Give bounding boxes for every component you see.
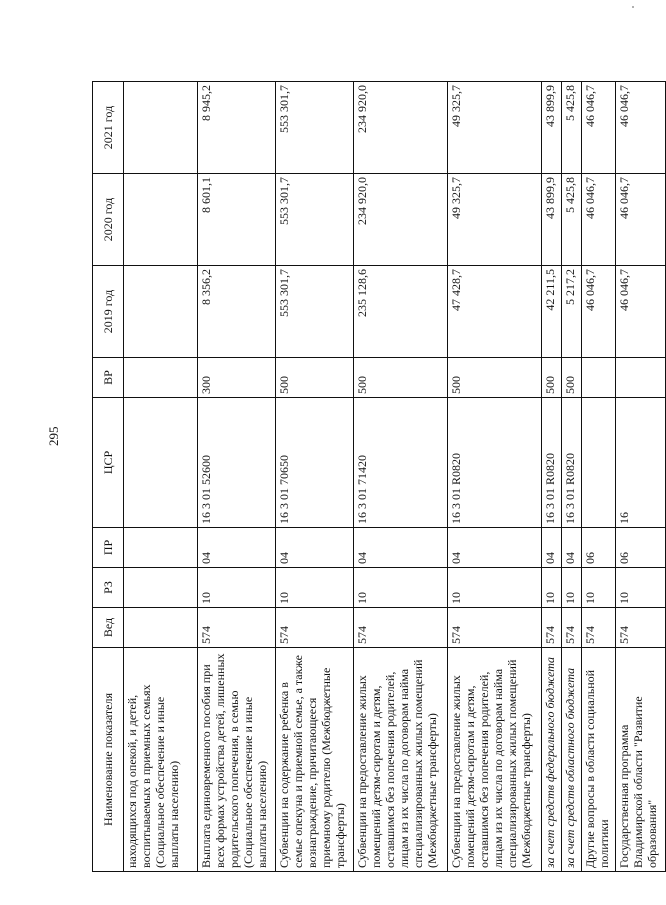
cell-name: Субвенции на предоставление жилых помещений детям-сиротам и детям, оставшимся без попечения родителей, лицам из их числа по договорам найма специализированных жилых помещений (Межбюджетные трансферты) (354, 648, 448, 872)
cell-vr: 500 (276, 358, 354, 398)
cell-name: Государственная программа Владимирской области "Развитие образования" (616, 648, 666, 872)
cell-name: Выплата единовременного пособия при всех формах устройства детей, лишенных родительского попечения, в семью (Социальное обеспечение и иные выплаты населению) (198, 648, 276, 872)
cell-rz: 10 (542, 568, 562, 608)
cell-vr (616, 358, 666, 398)
cell-name: за счет средств федерального бюджета (542, 648, 562, 872)
header-2019: 2019 год (93, 266, 124, 358)
cell-name: находящихся под опекой, и детей, воспитываемых в приемных семьях (Социальное обеспечение и иные выплаты населению) (124, 648, 198, 872)
cell-y2021: 43 899,9 (542, 82, 562, 174)
cell-pr: 06 (582, 528, 616, 568)
cell-name: Другие вопросы в области социальной политики (582, 648, 616, 872)
budget-table (92, 81, 666, 872)
cell-y2021: 8 945,2 (198, 82, 276, 174)
cell-csr: 16 (616, 398, 666, 528)
cell-pr: 04 (354, 528, 448, 568)
cell-rz: 10 (276, 568, 354, 608)
cell-pr: 04 (542, 528, 562, 568)
header-rz: РЗ (93, 568, 124, 608)
cell-y2020: 553 301,7 (276, 174, 354, 266)
cell-pr: 04 (198, 528, 276, 568)
header-ved: Вед (93, 608, 124, 648)
cell-vr (582, 358, 616, 398)
cell-pr: 04 (448, 528, 542, 568)
cell-pr: 04 (276, 528, 354, 568)
cell-vr: 500 (448, 358, 542, 398)
cell-rz: 10 (582, 568, 616, 608)
table-row (562, 82, 582, 872)
header-2020: 2020 год (93, 174, 124, 266)
cell-y2021: 553 301,7 (276, 82, 354, 174)
cell-rz: 10 (198, 568, 276, 608)
cell-y2020: 43 899,9 (542, 174, 562, 266)
cell-pr: 06 (616, 528, 666, 568)
header-name: Наименование показателя (93, 648, 124, 872)
cell-ved: 574 (582, 608, 616, 648)
page-number: 295 (46, 426, 61, 446)
cell-y2021: 234 920,0 (354, 82, 448, 174)
cell-ved: 574 (616, 608, 666, 648)
header-2021: 2021 год (93, 82, 124, 174)
cell-rz (124, 568, 198, 608)
table-row (582, 82, 616, 872)
cell-y2021: 5 425,8 (562, 82, 582, 174)
header-pr: ПР (93, 528, 124, 568)
cell-vr: 300 (198, 358, 276, 398)
table-row (354, 82, 448, 872)
table-body (124, 82, 666, 872)
cell-y2019: 553 301,7 (276, 266, 354, 358)
cell-y2021: 46 046,7 (582, 82, 616, 174)
cell-ved: 574 (542, 608, 562, 648)
table-row (124, 82, 198, 872)
cell-ved: 574 (354, 608, 448, 648)
cell-rz: 10 (562, 568, 582, 608)
table-row (448, 82, 542, 872)
cell-ved: 574 (198, 608, 276, 648)
cell-name: за счет средств областного бюджета (562, 648, 582, 872)
cell-csr (582, 398, 616, 528)
cell-y2021: 49 325,7 (448, 82, 542, 174)
cell-y2019 (124, 266, 198, 358)
scan-speck (632, 6, 634, 8)
rotated-table-container (92, 82, 659, 872)
cell-y2019: 42 211,5 (542, 266, 562, 358)
cell-y2020: 49 325,7 (448, 174, 542, 266)
cell-vr: 500 (562, 358, 582, 398)
cell-y2020: 234 920,0 (354, 174, 448, 266)
cell-rz: 10 (616, 568, 666, 608)
cell-vr (124, 358, 198, 398)
cell-ved: 574 (276, 608, 354, 648)
cell-y2021 (124, 82, 198, 174)
cell-pr (124, 528, 198, 568)
cell-rz: 10 (448, 568, 542, 608)
table-row (198, 82, 276, 872)
header-csr: ЦСР (93, 398, 124, 528)
cell-y2019: 46 046,7 (582, 266, 616, 358)
cell-y2019: 46 046,7 (616, 266, 666, 358)
header-vr: ВР (93, 358, 124, 398)
cell-csr: 16 3 01 70650 (276, 398, 354, 528)
table-row (276, 82, 354, 872)
cell-vr: 500 (354, 358, 448, 398)
table-header-row (93, 82, 124, 872)
cell-y2020 (124, 174, 198, 266)
cell-ved (124, 608, 198, 648)
cell-csr: 16 3 01 R0820 (448, 398, 542, 528)
cell-csr: 16 3 01 R0820 (542, 398, 562, 528)
cell-y2020: 46 046,7 (582, 174, 616, 266)
cell-y2019: 5 217,2 (562, 266, 582, 358)
cell-csr: 16 3 01 71420 (354, 398, 448, 528)
cell-csr: 16 3 01 52600 (198, 398, 276, 528)
cell-y2020: 46 046,7 (616, 174, 666, 266)
cell-ved: 574 (448, 608, 542, 648)
cell-y2019: 47 428,7 (448, 266, 542, 358)
cell-csr (124, 398, 198, 528)
cell-name: Субвенции на содержание ребенка в семье опекуна и приемной семье, а также вознаграждение, причитающееся приемному родителю (Межбюджетные трансферты) (276, 648, 354, 872)
cell-rz: 10 (354, 568, 448, 608)
table-row (542, 82, 562, 872)
cell-name: Субвенции на предоставление жилых помещений детям-сиротам и детям, оставшимся без попечения родителей, лицам из их числа по договорам найма специализированных жилых помещений (Межбюджетные трансферты) (448, 648, 542, 872)
table-row (616, 82, 666, 872)
cell-y2020: 8 601,1 (198, 174, 276, 266)
cell-y2019: 235 128,6 (354, 266, 448, 358)
cell-vr: 500 (542, 358, 562, 398)
cell-ved: 574 (562, 608, 582, 648)
cell-y2020: 5 425,8 (562, 174, 582, 266)
cell-y2021: 46 046,7 (616, 82, 666, 174)
cell-csr: 16 3 01 R0820 (562, 398, 582, 528)
cell-pr: 04 (562, 528, 582, 568)
cell-y2019: 8 356,2 (198, 266, 276, 358)
